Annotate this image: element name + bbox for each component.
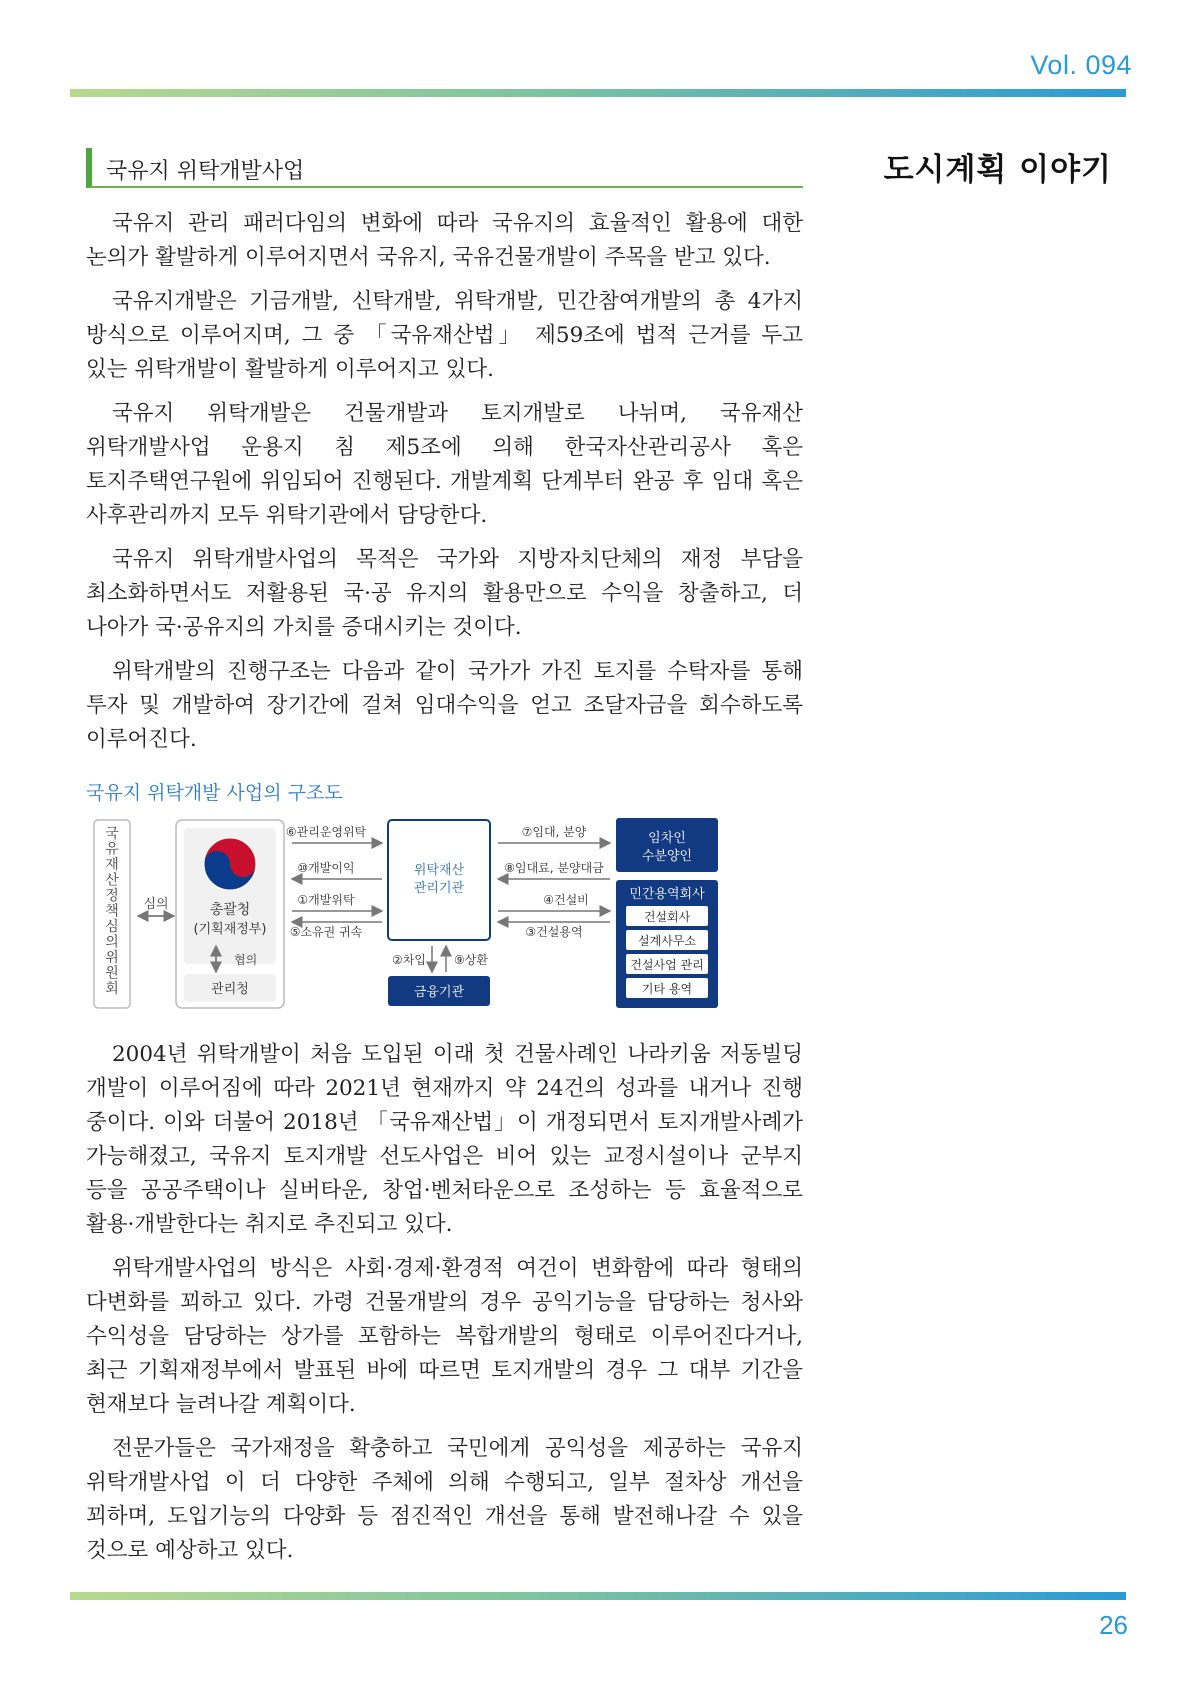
paragraph: 국유지 관리 패러다임의 변화에 따라 국유지의 효율적인 활용에 대한 논의가 활발하게 이루어지면서 국유지, 국유건물개발이 주목을 받고 있다. [86,211,803,270]
deliberation-label: 심의 [143,897,169,912]
committee-char: 국 [105,826,119,842]
contractor-title: 민간용역회사 [629,887,705,902]
tenant-label: 수분양인 [641,849,693,864]
committee-char: 의 [105,934,119,951]
section-title: 국유지 위탁개발사업 [106,159,305,184]
repay-label: ⑨상환 [454,953,488,967]
paragraph: 국유지개발은 기금개발, 신탁개발, 위탁개발, 민간참여개발의 총 4가지 방식으로 이루어지며, 그 중 「국유재산법」 제59조에 법적 근거를 두고 있는 위탁개발이 활발하게 이루어지고 있다. [86,289,803,382]
paragraph: 국유지 위탁개발사업의 목적은 국가와 지방자치단체의 재정 부담을 최소화하면서도 저활용된 국·공 유지의 활용만으로 수익을 창출하고, 더 나아가 국·공유지의 가치를 증대시키는 것이다. [86,547,803,640]
flow-label-left: ①개발위탁 [297,893,355,907]
government-emblem-icon [204,838,256,890]
finance-label: 금융기관 [413,985,465,1000]
committee-char: 유 [105,841,119,858]
header-gradient-bar [70,89,1126,97]
flow-label-right: ⑧임대료, 분양대금 [504,861,604,875]
tenant-label: 임차인 [648,831,686,846]
flow-label-left: ⑥관리운영위탁 [285,825,367,839]
contractor-item: 기타 용역 [641,982,693,996]
trustee-box [388,820,490,940]
volume-label: Vol. 094 [1030,50,1132,80]
committee-char: 원 [105,965,119,982]
committee-char: 정 [105,888,119,904]
contractor-item: 설계사무소 [638,934,696,948]
committee-char: 위 [105,950,119,966]
borrow-label: ②차입 [392,953,426,967]
paragraph: 국유지 위탁개발은 건물개발과 토지개발로 나뉘며, 국유재산 위탁개발사업 운용지 침 제5조에 의해 한국자산관리공사 혹은 토지주택연구원에 위임되어 진행된다. 개발계획 단계부터 완공 후 임대 혹은 사후관리까지 모두 위탁기관에서 담당한다. [86,401,803,528]
consult-label: 협의 [234,953,258,967]
body-text-lower [86,1038,803,1578]
flow-label-left: ⑩개발이익 [297,861,355,875]
contractor-item: 건설회사 [643,910,691,924]
trustee-label: 관리기관 [413,881,465,896]
committee-char: 회 [105,981,119,997]
figure-caption: 국유지 위탁개발 사업의 구조도 [86,782,343,804]
flow-label-right: ⑦임대, 분양 [521,825,587,839]
admin-agency-label: 관리청 [211,982,249,997]
paragraph: 전문가들은 국가재정을 확충하고 국민에게 공익성을 제공하는 국유지 위탁개발사업 이 더 다양한 주체에 의해 수행되고, 일부 절차상 개선을 꾀하며, 도입기능의 다양화 등 점진적인 개선을 통해 발전해나갈 수 있을 것으로 예상하고 있다. [86,1436,803,1563]
flow-label-right: ④건설비 [543,893,589,907]
mof-label: 총괄청 [209,902,251,918]
flow-label-left: ⑤소유권 귀속 [289,925,363,939]
mof-sublabel: (기획재정부) [193,922,267,937]
page-number: 26 [1099,1610,1128,1640]
committee-char: 산 [105,872,119,889]
footer-gradient-bar [70,1592,1126,1600]
committee-char: 책 [105,903,119,920]
trustee-label: 위탁재산 [413,863,465,878]
paragraph: 위탁개발사업의 방식은 사회·경제·환경적 여건이 변화함에 따라 형태의 다변화를 꾀하고 있다. 가령 건물개발의 경우 공익기능을 담당하는 청사와 수익성을 담당하는 상가를 포함하는 복합개발의 형태로 이루어진다거나, 최근 기획재정부에서 발표된 바에 따르면 토지개발의 경우 그 대부 기간을 현재보다 늘려나갈 계획이다. [86,1256,803,1417]
section-heading [86,148,803,188]
contractor-item: 건설사업 관리 [630,958,704,972]
paragraph: 2004년 위탁개발이 처음 도입된 이래 첫 건물사례인 나라키움 저동빌딩 개발이 이루어짐에 따라 2021년 현재까지 약 24건의 성과를 내거나 진행 중이다. 이와 더불어 2018년 「국유재산법」이 개정되면서 토지개발사례가 가능해졌고, 국유지 토지개발 선도사업은 비어 있는 교정시설이나 군부지 등을 공공주택이나 실버타운, 창업·벤처타운으로 조성하는 등 효율적으로 활용·개발한다는 취지로 추진되고 있다. [86,1042,803,1237]
body-text-upper [86,207,803,767]
series-title: 도시계획 이야기 [883,152,1112,188]
structure-diagram [86,812,806,1022]
committee-char: 재 [105,857,119,873]
flow-label-right: ③건설용역 [525,925,583,939]
committee-label [105,826,119,997]
paragraph: 위탁개발의 진행구조는 다음과 같이 국가가 가진 토지를 수탁자를 통해 투자 및 개발하여 장기간에 걸쳐 임대수익을 얻고 조달자금을 회수하도록 이루어진다. [86,659,803,752]
committee-char: 심 [105,919,119,935]
